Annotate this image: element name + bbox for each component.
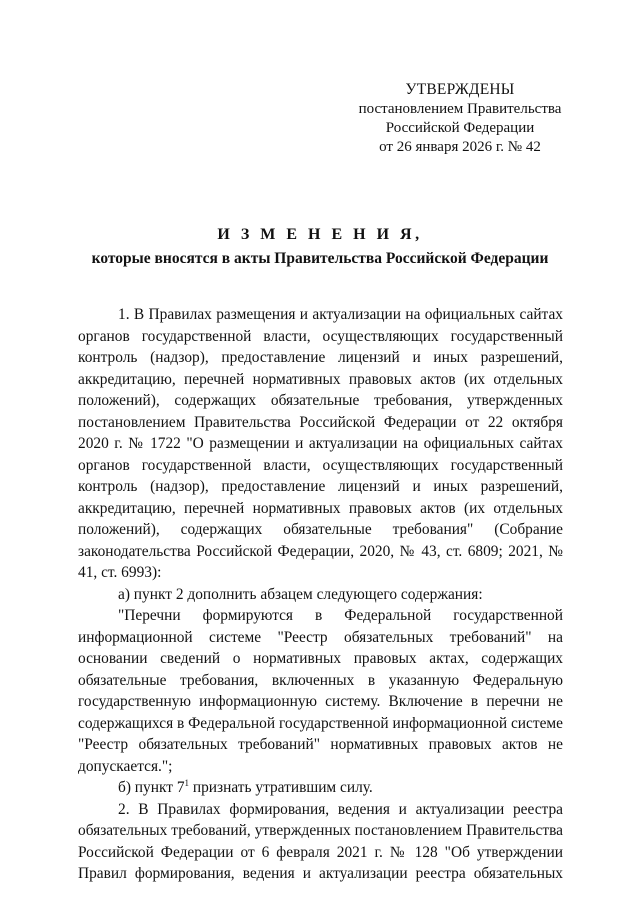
approved-label: УТВЕРЖДЕНЫ	[405, 81, 515, 98]
approval-stamp	[340, 80, 580, 157]
paragraph-1: 1. В Правилах размещения и актуализации на официальных сайтах органов государственной власти, осуществляющих государственный контроль (надзор), предоставление лицензий и иных разрешений, аккредитацию, перечней нормативных правовых актов (их отдельных положений), содержащих обязательные требования, утвержденных постановлением Правительства Российской Федерации от 22 октября 2020 г. № 1722 "О размещении и актуализации на официальных сайтах органов государственной власти, осуществляющих государственный контроль (надзор), предоставление лицензий и иных разрешений, аккредитацию, перечней нормативных правовых актов (их отдельных положений), содержащих обязательные требования" (Собрание законодательства Российской Федерации, 2020, № 43, ст. 6809; 2021, № 41, ст. 6993):	[78, 306, 563, 581]
document-subtitle: которые вносятся в акты Правительства Российской Федерации	[91, 250, 549, 267]
approval-line-2: Российской Федерации	[385, 120, 535, 136]
document-body	[78, 304, 563, 885]
approval-line-1: постановлением Правительства	[358, 101, 562, 117]
paragraph-b	[78, 777, 563, 799]
paragraph-b-superscript: 1	[184, 778, 190, 788]
paragraph-quote: "Перечни формируются в Федеральной государственной информационной системе "Реестр обязательных требований" на основании сведений о нормативных правовых актах, содержащих обязательные требования, включенных в указанную Федеральную государственную информационную систему. Включение в перечни не содержащихся в Федеральной государственной информационной системе "Реестр обязательных требований" нормативных правовых актов не допускается.";	[78, 607, 563, 775]
approval-line-3: от 26 января 2026 г. № 42	[379, 139, 541, 155]
document-title: И З М Е Н Е Н И Я,	[217, 226, 423, 243]
paragraph-2: 2. В Правилах формирования, ведения и актуализации реестра обязательных требований, утвержденных постановлением Правительства Российской Федерации от 6 февраля 2021 г. № 128 "Об утверждении Правил формирования, ведения и актуализации реестра обязательных	[78, 800, 563, 882]
paragraph-b-start: б) пункт 7	[118, 779, 185, 796]
paragraph-a: а) пункт 2 дополнить абзацем следующего содержания:	[118, 585, 483, 603]
paragraph-b-end: признать утратившим силу.	[189, 779, 373, 796]
